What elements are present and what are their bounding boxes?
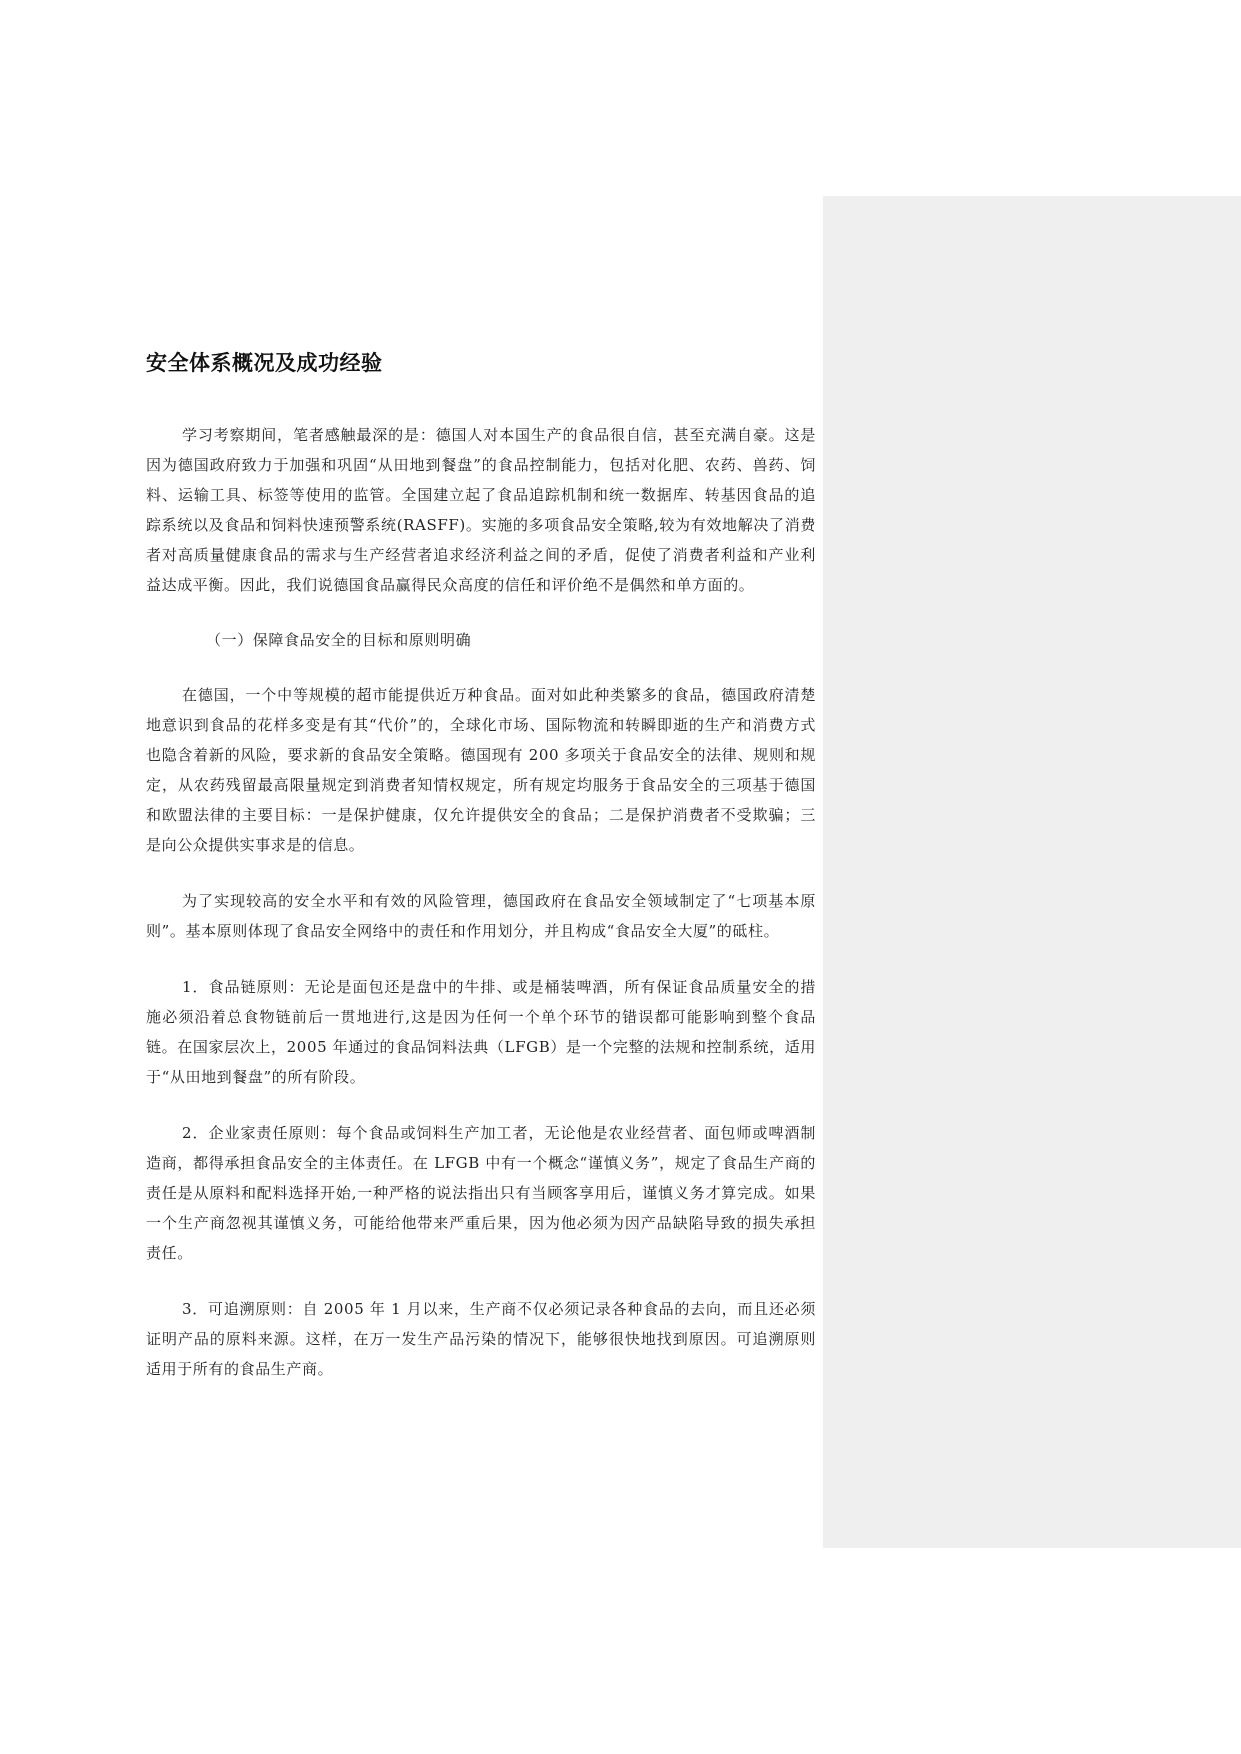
paragraph-seven-principles: 为了实现较高的安全水平和有效的风险管理，德国政府在食品安全领域制定了“七项基本原则”。基本原则体现了食品安全网络中的责任和作用划分，并且构成“食品安全大厦”的砥柱。 — [146, 892, 816, 940]
paragraph-goals: 在德国，一个中等规模的超市能提供近万种食品。面对如此种类繁多的食品，德国政府清楚地意识到食品的花样多变是有其“代价”的，全球化市场、国际物流和转瞬即逝的生产和消费方式也隐含着新的风险，要求新的食品安全策略。德国现有 200 多项关于食品安全的法律、规则和规定，从农药残留最高限量规定到消费者知情权规定，所有规定均服务于食品安全的三项基于德国和欧盟法律的主要目标：一是保护健康，仅允许提供安全的食品；二是保护消费者不受欺骗；三是向公众提供实事求是的信息。 — [146, 686, 816, 854]
paragraph-intro: 学习考察期间，笔者感触最深的是：德国人对本国生产的食品很自信，甚至充满自豪。这是因为德国政府致力于加强和巩固“从田地到餐盘”的食品控制能力，包括对化肥、农药、兽药、饲料、运输工具、标签等使用的监管。全国建立起了食品追踪机制和统一数据库、转基因食品的追踪系统以及食品和饲料快速预警系统(RASFF)。实施的多项食品安全策略,较为有效地解决了消费者对高质量健康食品的需求与生产经营者追求经济利益之间的矛盾，促使了消费者利益和产业利益达成平衡。因此，我们说德国食品赢得民众高度的信任和评价绝不是偶然和单方面的。 — [146, 426, 816, 594]
document-title: 安全体系概况及成功经验 — [146, 351, 383, 375]
paragraph-principle-2: 2．企业家责任原则：每个食品或饲料生产加工者，无论他是农业经营者、面包师或啤酒制造商，都得承担食品安全的主体责任。在 LFGB 中有一个概念“谨慎义务”，规定了食品生产商的责任是从原料和配料选择开始,一种严格的说法指出只有当顾客享用后，谨慎义务才算完成。如果一个生产商忽视其谨慎义务，可能给他带来严重后果，因为他必须为因产品缺陷导致的损失承担责任。 — [146, 1124, 816, 1262]
section-heading: （一）保障食品安全的目标和原则明确 — [206, 631, 472, 649]
comment-margin-pane — [823, 196, 1241, 1548]
document-body — [146, 348, 816, 1384]
paragraph-principle-1: 1．食品链原则：无论是面包还是盘中的牛排、或是桶装啤酒，所有保证食品质量安全的措施必须沿着总食物链前后一贯地进行,这是因为任何一个单个环节的错误都可能影响到整个食品链。在国家层次上，2005 年通过的食品饲料法典（LFGB）是一个完整的法规和控制系统，适用于“从田地到餐盘”的所有阶段。 — [146, 978, 816, 1086]
paragraph-principle-3: 3．可追溯原则：自 2005 年 1 月以来，生产商不仅必须记录各种食品的去向，而且还必须证明产品的原料来源。这样，在万一发生产品污染的情况下，能够很快地找到原因。可追溯原则适用于所有的食品生产商。 — [146, 1300, 816, 1378]
